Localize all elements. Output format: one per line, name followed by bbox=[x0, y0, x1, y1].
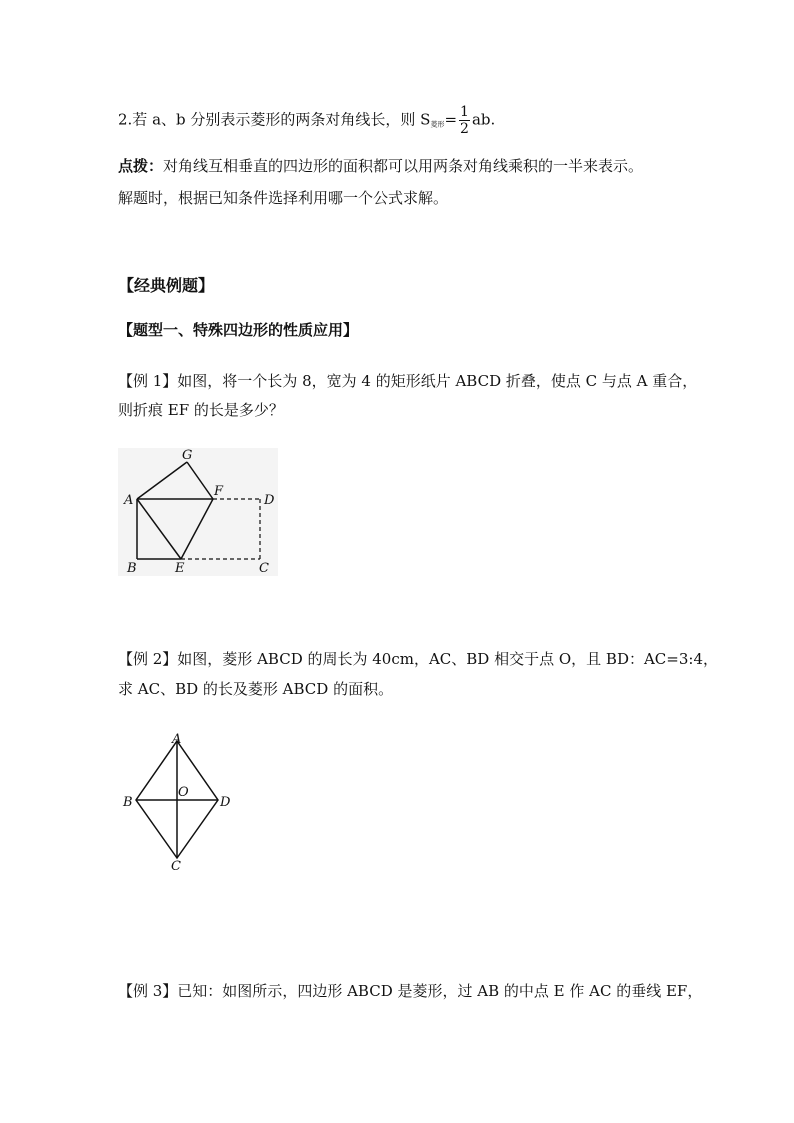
example-2-line-1: 【例 2】如图，菱形 ABCD 的周长为 40cm，AC、BD 相交于点 O，且 BD：AC=3:4， bbox=[118, 650, 718, 668]
fraction bbox=[459, 104, 470, 137]
label-A: A bbox=[172, 732, 182, 747]
label-O: O bbox=[178, 785, 189, 800]
example-1-line-1: 【例 1】如图，将一个长为 8，宽为 4 的矩形纸片 ABCD 折叠，使点 C 与点 A 重合， bbox=[118, 372, 698, 390]
label-A: A bbox=[124, 493, 134, 508]
label-B: B bbox=[123, 795, 133, 810]
label-G: G bbox=[182, 448, 193, 463]
formula-subscript: 菱形 bbox=[430, 120, 445, 129]
tip-line-1 bbox=[118, 156, 643, 176]
label-B: B bbox=[127, 561, 137, 576]
tip-label: 点拨： bbox=[118, 157, 164, 175]
label-D: D bbox=[220, 795, 231, 810]
formula-prefix: 2.若 a、b 分别表示菱形的两条对角线长，则 S bbox=[118, 110, 431, 129]
classic-examples-heading: 【经典例题】 bbox=[118, 276, 215, 295]
tip-line-2: 解题时，根据已知条件选择利用哪一个公式求解。 bbox=[118, 189, 449, 207]
figure-rhombus bbox=[118, 728, 238, 874]
fraction-numerator: 1 bbox=[460, 104, 469, 120]
formula-equals: = bbox=[444, 110, 458, 129]
question-type-1-heading: 【题型一、特殊四边形的性质应用】 bbox=[118, 321, 359, 339]
label-E: E bbox=[175, 561, 185, 576]
example-1-line-2: 则折痕 EF 的长是多少？ bbox=[118, 401, 284, 419]
label-C: C bbox=[171, 859, 181, 874]
figure-1-background bbox=[118, 448, 278, 576]
figure-folded-rectangle bbox=[118, 444, 280, 580]
area-formula-line bbox=[118, 104, 495, 137]
label-C: C bbox=[259, 561, 269, 576]
label-D: D bbox=[264, 493, 275, 508]
fraction-denominator: 2 bbox=[460, 121, 469, 137]
tip-text: 对角线互相垂直的四边形的面积都可以用两条对角线乘积的一半来表示。 bbox=[163, 157, 644, 175]
label-F: F bbox=[214, 484, 224, 499]
example-2-line-2: 求 AC、BD 的长及菱形 ABCD 的面积。 bbox=[118, 680, 394, 698]
example-3-line-1: 【例 3】已知：如图所示，四边形 ABCD 是菱形，过 AB 的中点 E 作 AC 的垂线 EF， bbox=[118, 982, 703, 1000]
formula-suffix: ab. bbox=[471, 110, 496, 129]
